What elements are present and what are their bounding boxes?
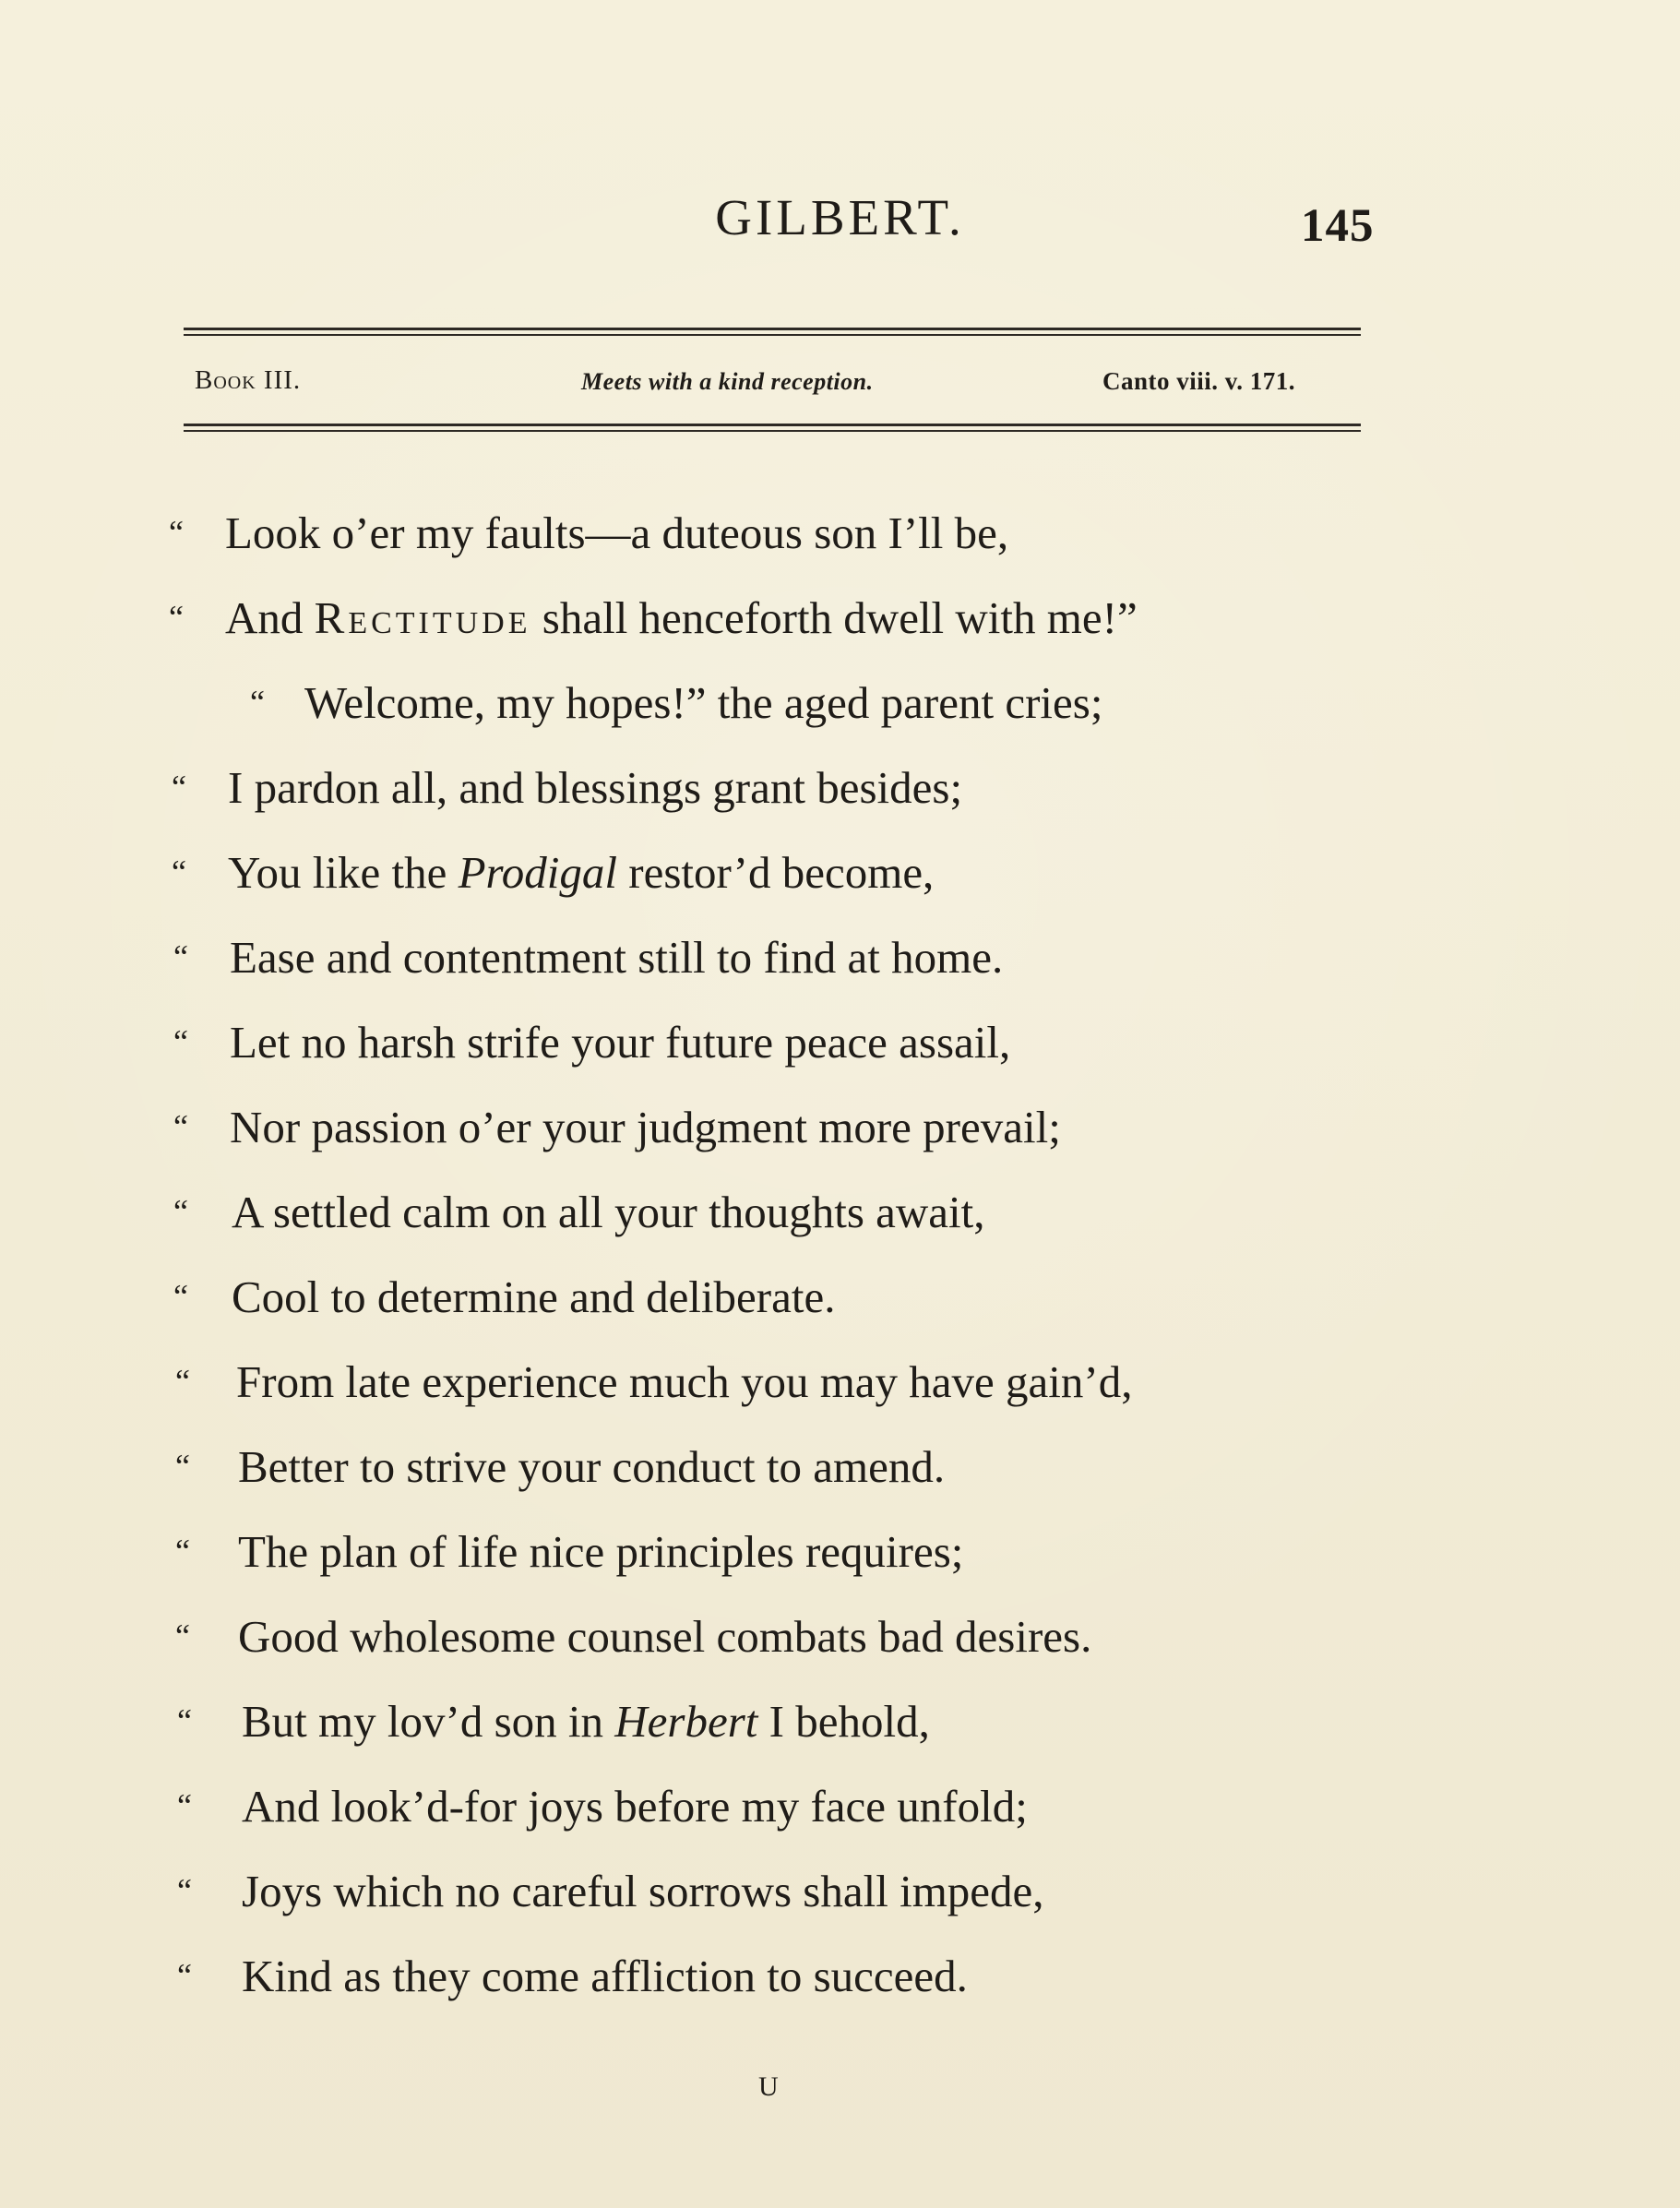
line-quote: “ bbox=[175, 1617, 190, 1654]
poem-line bbox=[0, 932, 1680, 999]
line-quote: “ bbox=[177, 1957, 192, 1994]
line-quote: “ bbox=[177, 1872, 192, 1909]
poem-line bbox=[0, 1271, 1680, 1339]
line-text: Look o’er my faults—a duteous son I’ll be, bbox=[225, 507, 1009, 558]
poem-line bbox=[0, 1611, 1680, 1678]
line-text: Let no harsh strife your future peace assail, bbox=[230, 1017, 1011, 1068]
line-quote: “ bbox=[173, 1108, 188, 1145]
running-title: GILBERT. bbox=[715, 189, 965, 245]
line-text: Joys which no careful sorrows shall impede, bbox=[242, 1866, 1044, 1916]
line-text: The plan of life nice principles requires; bbox=[238, 1526, 964, 1577]
poem-line bbox=[0, 1868, 1680, 1933]
line-text: Cool to determine and deliberate. bbox=[232, 1271, 836, 1322]
section-topic: Meets with a kind reception. bbox=[581, 368, 874, 395]
poem-line bbox=[0, 847, 1680, 914]
emphasis-text: Herbert bbox=[614, 1696, 758, 1747]
line-quote: “ bbox=[173, 938, 188, 975]
line-quote: “ bbox=[172, 769, 186, 806]
line-quote: “ bbox=[173, 1023, 188, 1060]
poem-line bbox=[0, 677, 1680, 745]
emphasis-text: Prodigal bbox=[458, 847, 617, 898]
line-text: Better to strive your conduct to amend. bbox=[238, 1441, 946, 1492]
line-text: You like the Prodigal restor’d become, bbox=[228, 847, 935, 898]
emphasis-text: Rectitude bbox=[314, 592, 531, 643]
line-text: A settled calm on all your thoughts await, bbox=[232, 1187, 985, 1237]
poem-line bbox=[0, 1441, 1680, 1509]
line-text: Ease and contentment still to find at home. bbox=[230, 932, 1004, 983]
poem-line bbox=[0, 507, 1680, 575]
line-text: Kind as they come affliction to succeed. bbox=[242, 1951, 968, 2001]
line-quote: “ bbox=[175, 1533, 190, 1569]
poem-line bbox=[0, 1526, 1680, 1593]
line-text: Good wholesome counsel combats bad desires. bbox=[238, 1611, 1092, 1662]
poem-line bbox=[0, 1696, 1680, 1763]
line-text: Nor passion o’er your judgment more prevail; bbox=[230, 1102, 1061, 1152]
line-quote: “ bbox=[177, 1787, 192, 1824]
line-text: And look’d-for joys before my face unfold; bbox=[242, 1781, 1028, 1832]
poem-line bbox=[0, 1104, 1680, 1169]
poem-line bbox=[0, 592, 1680, 660]
page-number: 145 bbox=[1301, 200, 1375, 252]
book-label: Book III. bbox=[195, 365, 302, 395]
poem-line bbox=[0, 1356, 1680, 1424]
line-quote: “ bbox=[177, 1702, 192, 1739]
line-text: But my lov’d son in Herbert I behold, bbox=[242, 1696, 930, 1747]
line-text: Welcome, my hopes!” the aged parent cries; bbox=[304, 677, 1103, 728]
line-text: I pardon all, and blessings grant besides; bbox=[228, 762, 963, 813]
poem-line bbox=[0, 1017, 1680, 1084]
line-quote: “ bbox=[173, 1193, 188, 1230]
line-quote: “ bbox=[172, 853, 186, 890]
line-text: From late experience much you may have gain’d, bbox=[236, 1356, 1133, 1407]
poem-line bbox=[0, 1953, 1680, 2018]
line-text: And Rectitude shall henceforth dwell with me!” bbox=[225, 592, 1138, 643]
poem-line bbox=[0, 1781, 1680, 1848]
line-quote: “ bbox=[173, 1278, 188, 1315]
canto-reference: Canto viii. v. 171. bbox=[1102, 367, 1296, 395]
line-quote: “ bbox=[169, 514, 184, 551]
line-quote: “ bbox=[169, 599, 184, 636]
line-quote: “ bbox=[175, 1363, 190, 1400]
line-quote: “ bbox=[250, 684, 265, 721]
poem-line bbox=[0, 762, 1680, 829]
poem-line bbox=[0, 1189, 1680, 1254]
line-quote: “ bbox=[175, 1448, 190, 1485]
gathering-signature: U bbox=[758, 2071, 780, 2102]
